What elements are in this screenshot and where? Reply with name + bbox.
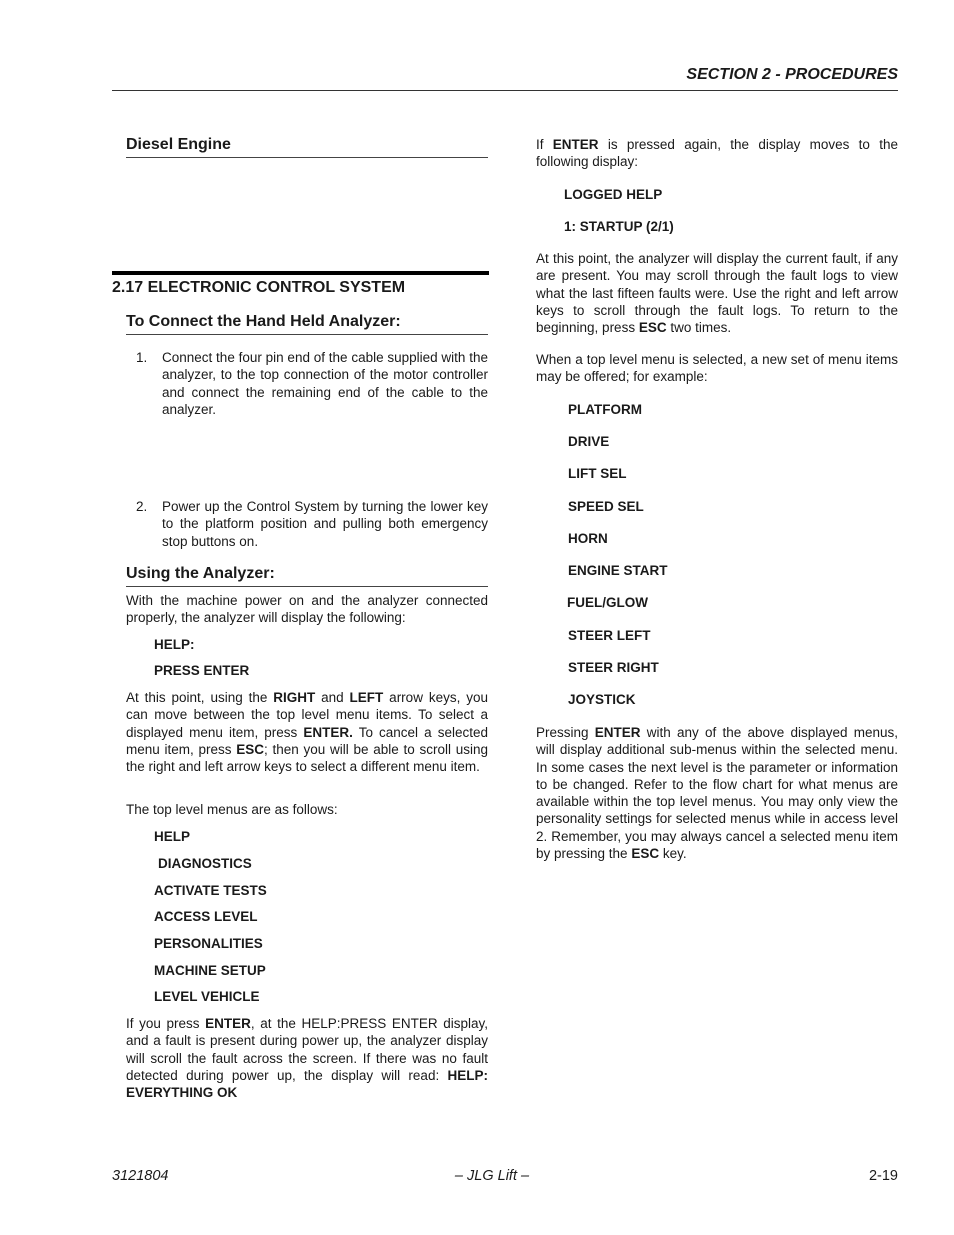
diesel-engine-heading: Diesel Engine — [126, 136, 488, 158]
sub-menu-item: SPEED SEL — [568, 499, 644, 514]
enter-again-paragraph: If ENTER is pressed again, the display moves to the following display: — [536, 137, 898, 170]
top-menu-item: LEVEL VEHICLE — [154, 989, 260, 1004]
sub-menu-item: DRIVE — [568, 434, 610, 449]
sub-menu-item: STEER LEFT — [568, 628, 651, 643]
step-2-text: Power up the Control System by turning the lower key to the platform position and pulling both emergency stop buttons on. — [162, 499, 488, 549]
top-menu-item: HELP — [154, 829, 191, 844]
top-menu-item: PERSONALITIES — [154, 936, 263, 951]
sub-menu-item: ENGINE START — [568, 563, 668, 578]
display-line-help: HELP: — [154, 637, 195, 652]
sub-menu-item: HORN — [568, 531, 608, 546]
document-number: 3121804 — [112, 1168, 169, 1184]
pressing-enter-paragraph: Pressing ENTER with any of the above displayed menus, will display additional sub-menus within the selected menu. In some cases the next level is the parameter or information to be changed. Refer to the flow chart for what menus are available within the top level menus. You may only view the personality settings for selected menus while in access level 2. Remember, you may always cancel a selected menu item by pressing the ESC key. — [536, 725, 898, 862]
sub-menu-item: JOYSTICK — [568, 692, 636, 707]
sub-menu-item: FUEL/GLOW — [567, 595, 648, 610]
display-line-logged-help: LOGGED HELP — [564, 187, 663, 202]
display-line-startup: 1: STARTUP (2/1) — [564, 219, 674, 234]
step-1-number: 1. — [136, 350, 148, 365]
footer-center-text: – JLG Lift – — [454, 1168, 530, 1184]
section-header: SECTION 2 - PROCEDURES — [112, 64, 898, 91]
top-menu-item: ACCESS LEVEL — [154, 909, 258, 924]
fault-logs-paragraph: At this point, the analyzer will display the current fault, if any are present. You may scroll through the fault logs to view what the last fifteen faults were. Use the right and left arrow keys to scroll through the fault logs. To return to the beginning, press ESC two times. — [536, 251, 898, 336]
top-level-intro: The top level menus are as follows: — [126, 802, 338, 817]
step-1-text: Connect the four pin end of the cable supplied with the analyzer, to the top connection of the motor controller and connect the remaining end of the cable to the analyzer. — [162, 350, 488, 417]
top-menu-item: DIAGNOSTICS — [158, 856, 252, 871]
connect-analyzer-heading: To Connect the Hand Held Analyzer: — [126, 313, 488, 335]
step-2-number: 2. — [136, 499, 148, 514]
section-title: 2.17 ELECTRONIC CONTROL SYSTEM — [112, 271, 489, 297]
using-analyzer-paragraph: With the machine power on and the analyzer connected properly, the analyzer will display the following: — [126, 593, 488, 626]
top-menu-item: ACTIVATE TESTS — [154, 883, 267, 898]
page-number: 2-19 — [868, 1168, 898, 1184]
sub-menu-item: LIFT SEL — [568, 466, 627, 481]
using-analyzer-heading: Using the Analyzer: — [126, 565, 488, 587]
display-line-press-enter: PRESS ENTER — [154, 663, 250, 678]
enter-fault-paragraph: If you press ENTER, at the HELP:PRESS ENTER display, and a fault is present during power up, the analyzer display will scroll the fault across the screen. If there was no fault detected during power up, the display will read: HELP: EVERYTHING OK — [126, 1016, 488, 1101]
sub-menu-item: PLATFORM — [568, 402, 642, 417]
top-menu-item: MACHINE SETUP — [154, 963, 266, 978]
menu-selected-paragraph: When a top level menu is selected, a new set of menu items may be offered; for example: — [536, 352, 898, 385]
arrow-keys-paragraph: At this point, using the RIGHT and LEFT arrow keys, you can move between the top level menu items. To select a displayed menu item, press ENTER. To cancel a selected menu item, press ESC; then you will be able to scroll using the right and left arrow keys to select a different menu item. — [126, 690, 488, 775]
sub-menu-item: STEER RIGHT — [568, 660, 659, 675]
